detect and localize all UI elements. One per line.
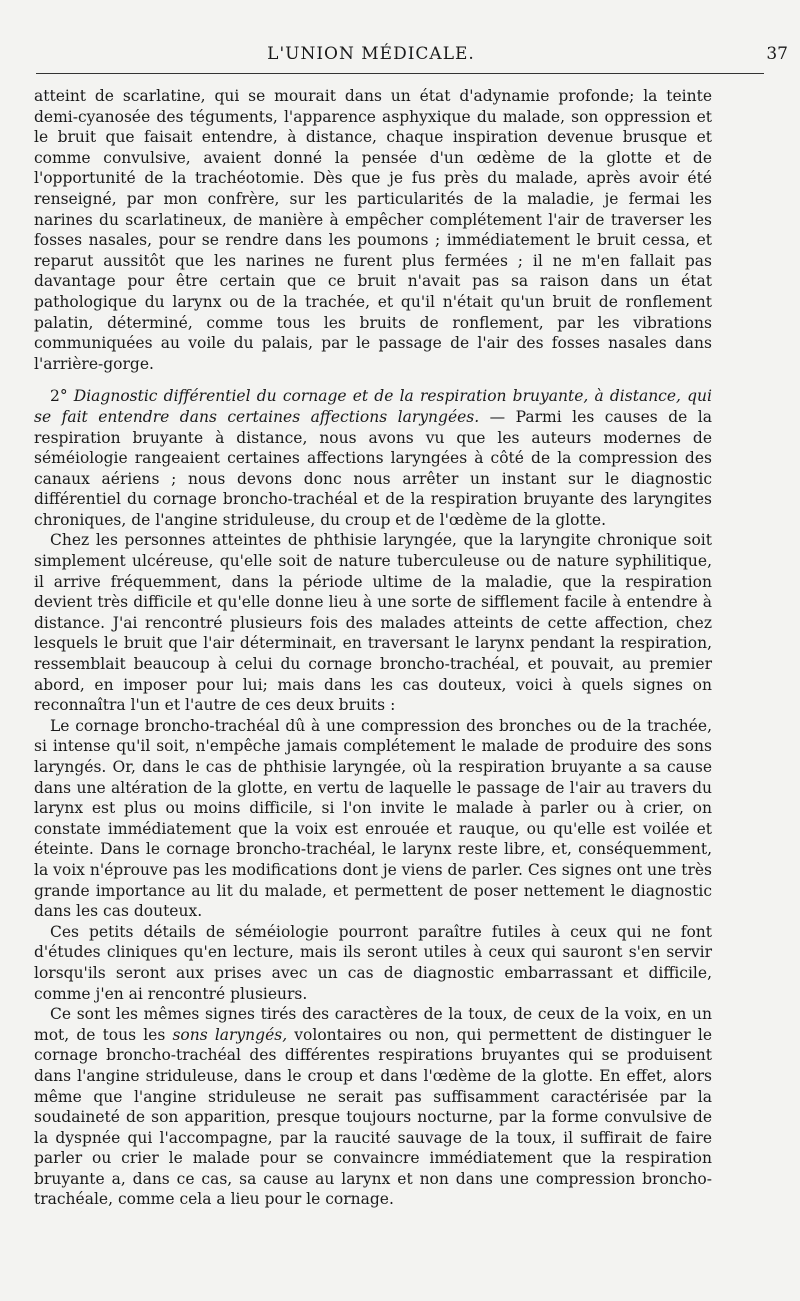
- page-number: 37: [766, 44, 788, 64]
- body-text: [34, 86, 712, 1210]
- journal-title: L'UNION MÉDICALE.: [267, 44, 475, 64]
- paragraph-4: Le cornage broncho-trachéal dû à une compression des bronches ou de la trachée, si intense qu'il soit, n'empêche jamais complétement le malade de produire des sons laryngés. Or, dans le cas de phthisie laryngée, où la respiration bruyante a sa cause dans une altération de la glotte, en vertu de laquelle le passage de l'air au travers du larynx est plus ou moins difficile, si l'on invite le malade à parler ou à crier, on constate immédiatement que la voix est enrouée et rauque, ou qu'elle est voilée et éteinte. Dans le cornage broncho-trachéal, le larynx reste libre, et, conséquemment, la voix n'éprouve pas les modifications dont je viens de parler. Ces signes ont une très grande importance au lit du malade, et permettent de poser nettement le diagnostic dans les cas douteux.: [34, 716, 712, 921]
- paragraph-6: [34, 1004, 712, 1210]
- paragraph-6-italic: sons laryngés,: [172, 1025, 288, 1044]
- paragraph-2: [34, 386, 712, 530]
- section-number: 2°: [50, 387, 68, 406]
- paragraph-6-start: Ce sont les mêmes signes tirés des caractères de la toux, de ceux de la voix, en un mot, de tous les: [34, 1005, 712, 1044]
- paragraph-6-end: volontaires ou non, qui permettent de distinguer le cornage broncho-trachéal des différentes respirations bruyantes qui se produisent dans l'angine striduleuse, dans le croup et dans l'œdème de la glotte. En effet, alors même que l'angine striduleuse ne serait pas suffisamment caractérisée par la soudaineté de son apparition, presque toujours nocturne, par la forme convulsive de la dyspnée qui l'accompagne, par la raucité sauvage de la toux, il suffirait de faire parler ou crier le malade pour se convaincre immédiatement que la respiration bruyante a, dans ce cas, sa cause au larynx et non dans une compression broncho-trachéale, comme cela a lieu pour le cornage.: [34, 1025, 712, 1209]
- paragraph-5: Ces petits détails de séméiologie pourront paraître futiles à ceux qui ne font d'études cliniques qu'en lecture, mais ils seront utiles à ceux qui sauront s'en servir lorsqu'ils seront aux prises avec un cas de diagnostic embarrassant et difficile, comme j'en ai rencontré plusieurs.: [34, 922, 712, 1003]
- paragraph-2-text: — Parmi les causes de la respiration bruyante à distance, nous avons vu que les auteurs modernes de séméiologie rangeaient certaines affections laryngées à côté de la compression des canaux aériens ; nous devons donc nous arrêter un instant sur le diagnostic différentiel du cornage broncho-trachéal et de la respiration bruyante des laryngites chroniques, de l'angine striduleuse, du croup et de l'œdème de la glotte.: [34, 407, 713, 529]
- running-header: [30, 44, 788, 70]
- section-heading: Diagnostic différentiel du cornage et de la respiration bruyante, à distance, qui se fait entendre dans certaines affections laryngées.: [34, 387, 712, 426]
- header-rule: [36, 73, 764, 74]
- paragraph-3: Chez les personnes atteintes de phthisie laryngée, que la laryngite chronique soit simplement ulcéreuse, qu'elle soit de nature tuberculeuse ou de nature syphilitique, il arrive fréquemment, dans la période ultime de la maladie, que la respiration devient très difficile et qu'elle donne lieu à une sorte de sifflement facile à entendre à distance. J'ai rencontré plusieurs fois des malades atteints de cette affection, chez lesquels le bruit que l'air déterminait, en traversant le larynx pendant la respiration, ressemblait beaucoup à celui du cornage broncho-trachéal, et pouvait, au premier abord, en imposer pour lui; mais dans les cas douteux, voici à quels signes on reconnaîtra l'un et l'autre de ces deux bruits :: [34, 531, 712, 715]
- paragraph-1: atteint de scarlatine, qui se mourait dans un état d'adynamie profonde; la teinte demi-cyanosée des téguments, l'apparence asphyxique du malade, son oppression et le bruit que faisait entendre, à distance, chaque inspiration devenue brusque et comme convulsive, avaient donné la pensée d'un œdème de la glotte et de l'opportunité de la trachéotomie. Dès que je fus près du malade, après avoir été renseigné, par mon confrère, sur les particularités de la maladie, je fermai les narines du scarlatineux, de manière à empêcher complétement l'air de traverser les fosses nasales, pour se rendre dans les poumons ; immédiatement le bruit cessa, et reparut aussitôt que les narines ne furent plus fermées ; il ne m'en fallait pas davantage pour être certain que ce bruit n'avait pas sa raison dans un état pathologique du larynx ou de la trachée, et qu'il n'était qu'un bruit de ronflement palatin, déterminé, comme tous les bruits de ronflement, par les vibrations communiquées au voile du palais, par le passage de l'air des fosses nasales dans l'arrière-gorge.: [34, 87, 712, 373]
